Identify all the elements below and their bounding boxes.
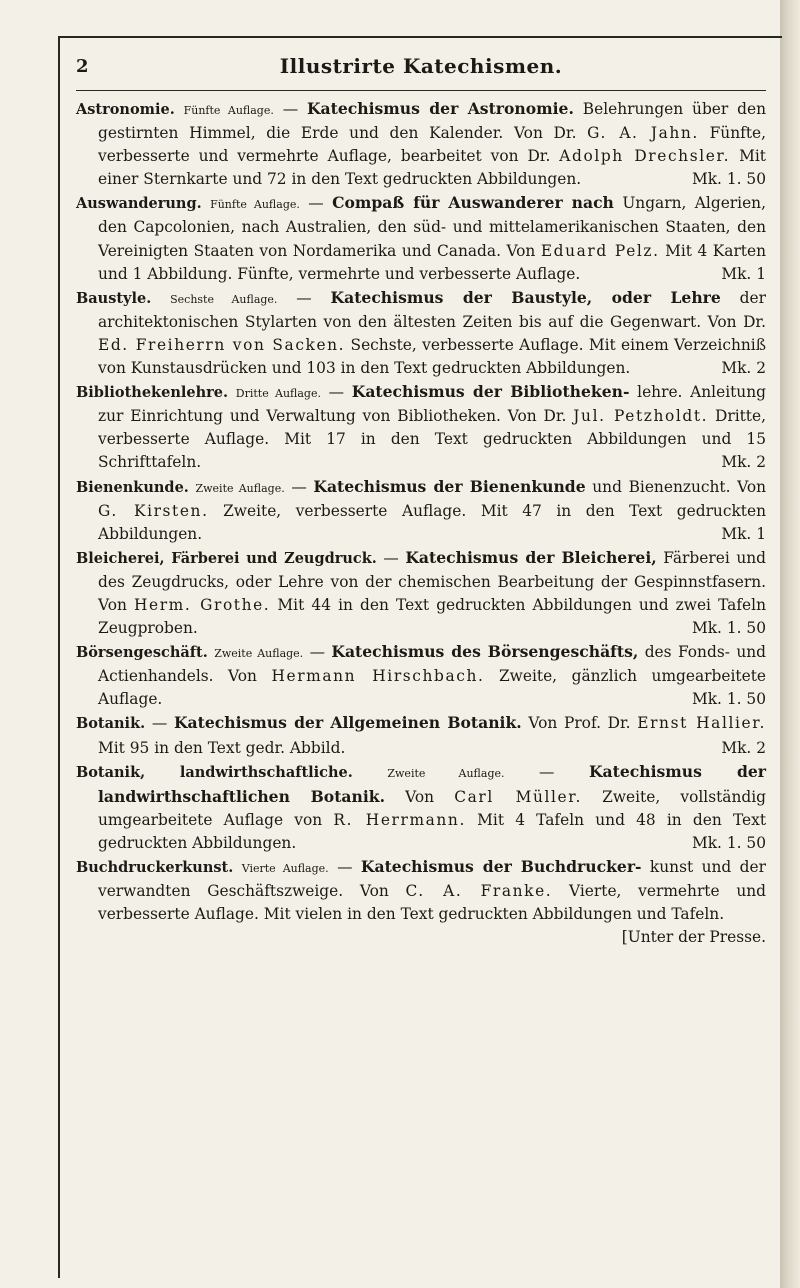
entry-edition: Dritte Auflage. [235, 387, 321, 401]
entry-author: Jul. Petzholdt. [573, 407, 709, 426]
entry-title: Katechismus der Bienenkunde [313, 476, 586, 496]
entry-dash: — [284, 477, 314, 496]
catalog-entry [76, 286, 766, 380]
entry-text: Mit 4 Karten und 1 Abbildung. Fünfte, vermehrte und verbesserte Auflage. [98, 241, 767, 283]
entry-keyword: Auswanderung. [76, 195, 202, 213]
entry-text: Dritte, verbesserte Auflage. Mit 17 in den Text gedruckten Abbildungen und 15 Schrifttafeln. [98, 407, 766, 472]
entry-title: Katechismus des Börsengeschäfts, [331, 642, 639, 662]
entry-title: Katechismus der Buchdrucker- [360, 857, 642, 876]
entry-text: Belehrungen über den gestirnten Himmel, die Erde und den Kalender. Von Dr. [98, 100, 766, 143]
entry-edition: Sechste Auflage. [170, 292, 278, 306]
entry-author: Ed. Freiherrn von Sacken. [98, 335, 346, 354]
entry-keyword: Astronomie. [76, 101, 175, 118]
entry-text: Zweite, vollständig umgearbeitete Auflage von [98, 787, 766, 829]
entry-text: Zweite, verbesserte Auflage. Mit 47 in den Text gedruckten Abbildungen. [98, 501, 766, 543]
entry-text: Vierte, vermehrte und verbesserte Auflage. Mit vielen in den Text gedruckten Abbildungen und Tafeln. [98, 882, 766, 924]
entry-title: Katechismus der Bibliotheken- [351, 382, 630, 402]
entry-text: Zweite, gänzlich umgearbeitete Auflage. [98, 667, 767, 709]
entry-dash: — [303, 643, 332, 662]
entry-author: Herm. Grothe. [134, 595, 271, 614]
entry-keyword: Buchdruckerkunst. [76, 859, 234, 876]
entry-edition: Zweite Auflage. [214, 647, 304, 661]
entry-dash: — [299, 194, 333, 213]
entry-keyword: Baustyle. [76, 289, 152, 307]
entry-author: G. A. Jahn. [587, 124, 699, 143]
entry-price: Mk. 1 [721, 264, 766, 283]
catalog-entry [76, 640, 766, 711]
entry-text: Färberei und des Zeugdrucks, oder Lehre von der chemischen Bearbeitung der Gespinnstfasern. Von [98, 548, 766, 614]
catalog-entry [76, 380, 766, 474]
entry-price: Mk. 2 [721, 453, 766, 472]
entry-price: Mk. 2 [721, 738, 766, 757]
page-edge [780, 0, 800, 1288]
catalog-entry [76, 97, 766, 191]
entry-author: Hermann Hirschbach. [271, 667, 485, 686]
catalog-entry [76, 475, 766, 546]
entry-keyword: Botanik. [76, 715, 146, 733]
entry-text: des Fonds- und Actienhandels. Von [98, 643, 766, 686]
entry-keyword: Bienenkunde. [76, 478, 189, 496]
entry-title: Compaß für Auswanderer nach [332, 193, 614, 213]
entry-text: Von [385, 787, 455, 806]
catalog-entry [76, 546, 766, 640]
entry-keyword: Börsengeschäft. [76, 644, 208, 662]
entry-text: Sechste, verbesserte Auflage. Mit einem Verzeichniß von Kunstausdrücken und 103 in den Text gedruckten Abbildungen. [98, 335, 766, 378]
entry-keyword: Bleicherei, Färberei und Zeugdruck. [76, 549, 377, 567]
entry-author: Ernst Hallier. [637, 714, 766, 733]
entry-text: Fünfte, verbesserte und vermehrte Auflage, bearbeitet von Dr. [98, 124, 766, 166]
entry-author: R. Herrmann. [333, 810, 466, 829]
entry-author: Adolph Drechsler. [559, 147, 731, 166]
entry-edition: Zweite Auflage. [387, 766, 505, 780]
page-number: 2 [76, 56, 89, 77]
entry-dash: — [277, 288, 331, 307]
entry-title: Katechismus der Bleicherei, [405, 547, 657, 567]
entry-edition: Fünfte Auflage. [183, 104, 274, 117]
page-header [76, 52, 766, 86]
entry-price: Mk. 1. 50 [691, 170, 766, 189]
entry-title: Katechismus der Astronomie. [306, 99, 574, 118]
entry-text: Mit 95 in den Text gedr. Abbild. [98, 738, 346, 757]
entry-author: G. Kirsten. [98, 501, 209, 520]
entry-price: Mk. 1 [721, 524, 766, 543]
entry-dash: — [320, 383, 352, 402]
entry-text: der architektonischen Stylarten von den ältesten Zeiten bis auf die Gegenwart. Von Dr. [98, 288, 766, 331]
entry-text: und Bienenzucht. Von [585, 477, 766, 496]
entry-title: Katechismus der landwirthschaftlichen Botanik. [98, 761, 766, 806]
entry-dash: — [273, 100, 307, 118]
entry-author: Carl Müller. [454, 787, 582, 806]
catalog-entry [76, 855, 766, 949]
entry-dash: — [145, 714, 174, 733]
entry-text: Ungarn, Algerien, den Capcolonien, nach Australien, den süd- und mittelamerikanischen Staaten, den Vereinigten Staaten von Nordamerika und Canada. Von [98, 194, 766, 260]
catalog-entry [76, 191, 766, 285]
running-title: Illustrirte Katechismen. [279, 54, 563, 78]
entry-dash: — [504, 762, 589, 781]
entry-text: Mit einer Sternkarte und 72 in den Text gedruckten Abbildungen. [98, 147, 766, 189]
entry-edition: Fünfte Auflage. [210, 198, 300, 212]
catalog-entry [76, 711, 766, 759]
entry-price: Mk. 1. 50 [691, 619, 766, 638]
entry-edition: Zweite Auflage. [195, 481, 285, 495]
entry-text: Mit 4 Tafeln und 48 in den Text gedruckten Abbildungen. [98, 810, 766, 852]
entry-text: Von Prof. Dr. [521, 714, 638, 733]
entry-text: kunst und der verwandten Geschäftszweige. Von [98, 858, 766, 901]
entry-title: Katechismus der Allgemeinen Botanik. [173, 713, 522, 733]
entry-price: Mk. 1. 50 [691, 690, 766, 709]
header-rule [76, 90, 766, 91]
entry-keyword: Bibliothekenlehre. [76, 384, 229, 402]
entry-dash: — [376, 548, 406, 567]
entry-text: Mit 44 in den Text gedruckten Abbildungen und zwei Tafeln Zeugproben. [98, 595, 766, 638]
entry-title: Katechismus der Baustyle, oder Lehre [330, 287, 721, 307]
entry-price: [Unter der Presse. [621, 928, 766, 947]
entry-keyword: Botanik, landwirthschaftliche. [76, 763, 353, 781]
entry-price: Mk. 2 [721, 359, 766, 378]
catalog-entries [76, 97, 766, 949]
entry-price: Mk. 1. 50 [691, 833, 766, 852]
entry-author: Eduard Pelz. [540, 241, 660, 260]
entry-author: C. A. Franke. [405, 882, 553, 901]
entry-edition: Vierte Auflage. [241, 862, 329, 875]
entry-text: lehre. Anleitung zur Einrichtung und Verwaltung von Bibliotheken. Von Dr. [98, 383, 766, 426]
entry-dash: — [328, 858, 361, 876]
catalog-entry [76, 760, 766, 855]
